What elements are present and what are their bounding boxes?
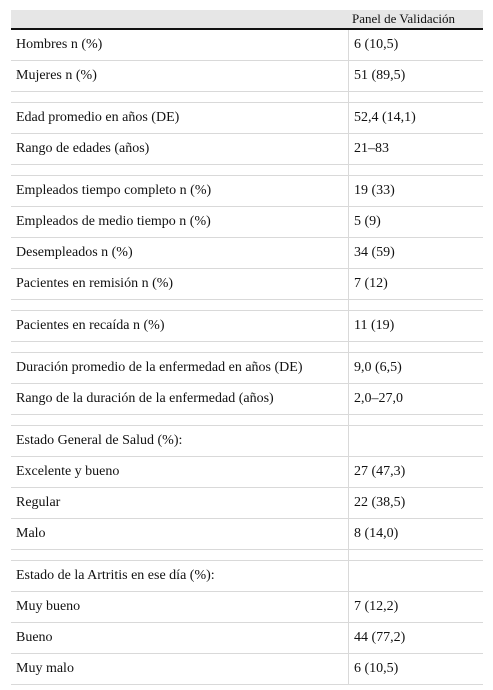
row-value <box>349 561 483 591</box>
row-label: Hombres n (%) <box>16 37 103 52</box>
row-label: Estado General de Salud (%): <box>16 433 183 448</box>
column-divider <box>348 654 349 684</box>
row-value: 7 (12) <box>354 276 388 291</box>
row-label: Mujeres n (%) <box>16 68 97 83</box>
column-divider <box>348 103 349 133</box>
table-row <box>11 592 483 623</box>
column-divider <box>348 238 349 268</box>
table-row <box>11 488 483 519</box>
table-row <box>11 561 483 592</box>
row-label: Rango de la duración de la enfermedad (años) <box>16 391 274 406</box>
table-row <box>11 176 483 207</box>
table-row <box>11 269 483 300</box>
row-value: 27 (47,3) <box>354 464 406 479</box>
row-value: 34 (59) <box>354 245 395 260</box>
row-value: 2,0–27,0 <box>354 391 403 406</box>
row-value: 21–83 <box>354 141 389 156</box>
column-divider <box>348 342 349 352</box>
row-label: Bueno <box>16 630 53 645</box>
table-row <box>11 207 483 238</box>
column-divider <box>348 92 349 102</box>
table-row <box>11 519 483 550</box>
validation-table <box>11 10 483 685</box>
row-label: Rango de edades (años) <box>16 141 150 156</box>
row-label: Excelente y bueno <box>16 464 120 479</box>
table-row <box>11 623 483 654</box>
row-label: Desempleados n (%) <box>16 245 133 260</box>
row-value: 6 (10,5) <box>354 661 399 676</box>
table-row <box>11 30 483 61</box>
row-label: Edad promedio en años (DE) <box>16 110 180 125</box>
row-value: 7 (12,2) <box>354 599 399 614</box>
table-row <box>11 61 483 92</box>
row-label: Empleados de medio tiempo n (%) <box>16 214 211 229</box>
table-row <box>11 238 483 269</box>
table-spacer-row <box>11 342 483 353</box>
column-divider <box>348 488 349 518</box>
table-row <box>11 134 483 165</box>
row-value: 11 (19) <box>354 318 395 333</box>
table-spacer-row <box>11 300 483 311</box>
row-label: Duración promedio de la enfermedad en años (DE) <box>16 360 303 375</box>
column-divider <box>348 426 349 456</box>
row-label: Muy bueno <box>16 599 81 614</box>
column-divider <box>348 176 349 206</box>
column-divider <box>348 457 349 487</box>
column-divider <box>348 592 349 622</box>
column-divider <box>348 550 349 560</box>
column-divider <box>348 207 349 237</box>
table-header-row <box>11 10 483 30</box>
table-row <box>11 426 483 457</box>
row-value: 9,0 (6,5) <box>354 360 402 375</box>
table-spacer-row <box>11 165 483 176</box>
row-label: Empleados tiempo completo n (%) <box>16 183 212 198</box>
row-value: 6 (10,5) <box>354 37 399 52</box>
column-divider <box>348 30 349 60</box>
row-label: Regular <box>16 495 61 510</box>
row-value: 22 (38,5) <box>354 495 406 510</box>
row-label: Pacientes en remisión n (%) <box>16 276 174 291</box>
table-spacer-row <box>11 92 483 103</box>
column-divider <box>348 623 349 653</box>
column-divider <box>348 269 349 299</box>
column-divider <box>348 134 349 164</box>
row-label: Pacientes en recaída n (%) <box>16 318 165 333</box>
column-divider <box>348 300 349 310</box>
table-spacer-row <box>11 415 483 426</box>
row-value: 52,4 (14,1) <box>354 110 416 125</box>
row-value: 8 (14,0) <box>354 526 399 541</box>
row-value: 51 (89,5) <box>354 68 406 83</box>
row-label: Muy malo <box>16 661 74 676</box>
table-spacer-row <box>11 550 483 561</box>
column-divider <box>348 61 349 91</box>
row-value <box>349 426 483 456</box>
row-value: 5 (9) <box>354 214 381 229</box>
column-divider <box>348 384 349 414</box>
column-divider <box>348 415 349 425</box>
row-value: 44 (77,2) <box>354 630 406 645</box>
table-row <box>11 457 483 488</box>
table-row <box>11 353 483 384</box>
column-divider <box>348 165 349 175</box>
column-header-validation-panel: Panel de Validación <box>352 11 456 26</box>
table-body <box>11 30 483 685</box>
column-divider <box>348 353 349 383</box>
column-divider <box>348 311 349 341</box>
table-row <box>11 654 483 685</box>
table-row <box>11 103 483 134</box>
row-label: Malo <box>16 526 46 541</box>
row-value: 19 (33) <box>354 183 395 198</box>
row-label: Estado de la Artritis en ese día (%): <box>16 568 215 583</box>
column-divider <box>348 561 349 591</box>
table-row <box>11 384 483 415</box>
table-row <box>11 311 483 342</box>
column-divider <box>348 519 349 549</box>
